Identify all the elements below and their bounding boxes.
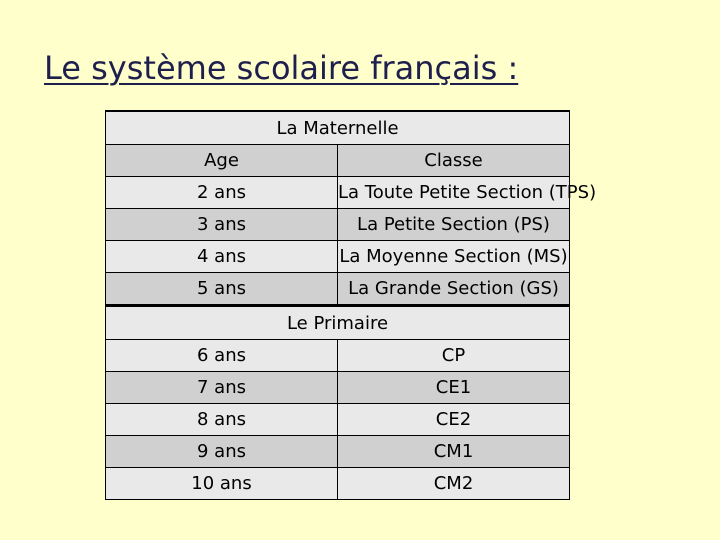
table-row [106, 436, 570, 468]
section-heading-maternelle: La Maternelle [106, 111, 570, 145]
table-header-row [106, 145, 570, 177]
age-cell: 10 ans [106, 468, 338, 500]
classe-cell: La Moyenne Section (MS) [338, 241, 570, 273]
section-row-maternelle [106, 111, 570, 145]
table-row [106, 177, 570, 209]
classe-cell: La Toute Petite Section (TPS) [338, 177, 570, 209]
school-system-table [105, 110, 597, 500]
classe-cell: CE2 [338, 404, 570, 436]
age-cell: 4 ans [106, 241, 338, 273]
age-cell: 5 ans [106, 273, 338, 306]
age-cell: 6 ans [106, 340, 338, 372]
column-header-classe: Classe [338, 145, 570, 177]
classe-cell: CM2 [338, 468, 570, 500]
classe-cell: CE1 [338, 372, 570, 404]
age-cell: 8 ans [106, 404, 338, 436]
age-cell: 9 ans [106, 436, 338, 468]
classe-cell: CP [338, 340, 570, 372]
table-row [106, 273, 570, 306]
table-row [106, 241, 570, 273]
table-row [106, 340, 570, 372]
age-cell: 2 ans [106, 177, 338, 209]
age-cell: 7 ans [106, 372, 338, 404]
classe-cell: CM1 [338, 436, 570, 468]
table-row [106, 468, 570, 500]
classe-cell: La Petite Section (PS) [338, 209, 570, 241]
column-header-age: Age [106, 145, 338, 177]
section-row-primaire [106, 306, 570, 340]
page-title: Le système scolaire français : [44, 49, 519, 87]
table-row [106, 372, 570, 404]
classe-cell: La Grande Section (GS) [338, 273, 570, 306]
section-heading-primaire: Le Primaire [106, 306, 570, 340]
age-cell: 3 ans [106, 209, 338, 241]
table-row [106, 209, 570, 241]
table-row [106, 404, 570, 436]
table [105, 110, 597, 500]
